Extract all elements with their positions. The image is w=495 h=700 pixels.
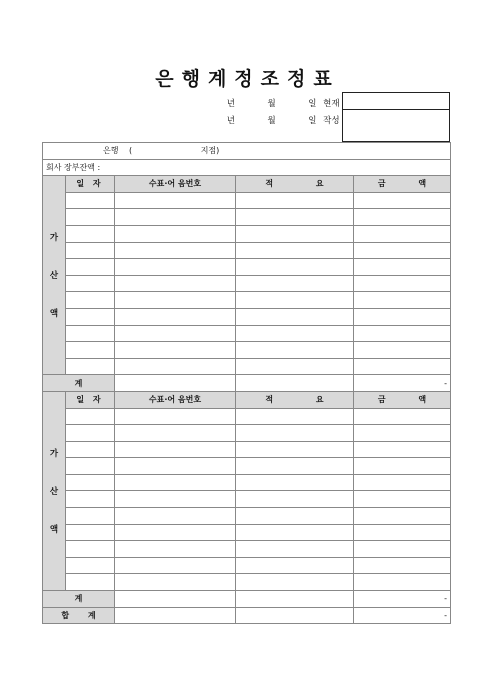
table-row [43,524,451,541]
col-description: 적 요 [236,176,354,193]
document-title: 은행계정조정표 [155,68,340,90]
table-row [43,574,451,591]
col-date: 일 자 [66,176,115,193]
col-check-number: 수표·어 음번호 [115,176,236,193]
table-row [43,292,451,309]
table-row [43,557,451,574]
table-row [43,275,451,292]
table-row [43,225,451,242]
subtotal-row: 계 - [43,375,451,392]
col-amount: 금 액 [354,391,451,408]
col-amount: 금 액 [354,176,451,193]
column-header-row [43,176,451,193]
bank-line: 은행 ( 지점) [43,143,451,160]
col-description: 적 요 [236,391,354,408]
table-row [43,541,451,558]
reconciliation-table [42,142,451,624]
table-row [43,425,451,442]
table-row [43,342,451,359]
company-balance-label: 회사 장부잔액 : [43,159,451,176]
table-row [43,474,451,491]
table-row [43,441,451,458]
grand-total-row: 합 계 - [43,607,451,624]
col-date: 일 자 [66,391,115,408]
table-row [43,358,451,375]
subtotal-row: 계 - [43,591,451,608]
col-check-number: 수표·어 음번호 [115,391,236,408]
table-row [43,242,451,259]
table-row [43,308,451,325]
table-row [43,259,451,276]
date-line-current: 년 월 일 현재 [226,99,340,109]
column-header-row [43,391,451,408]
section-label: 가 산 액 [43,391,66,590]
approval-box [342,92,450,142]
table-row [43,408,451,425]
table-row [43,458,451,475]
table-row [43,209,451,226]
table-row [43,325,451,342]
section-label: 가 산 액 [43,176,66,375]
table-row [43,508,451,525]
date-line-written: 년 월 일 작성 [226,116,340,126]
table-row [43,491,451,508]
table-row [43,192,451,209]
